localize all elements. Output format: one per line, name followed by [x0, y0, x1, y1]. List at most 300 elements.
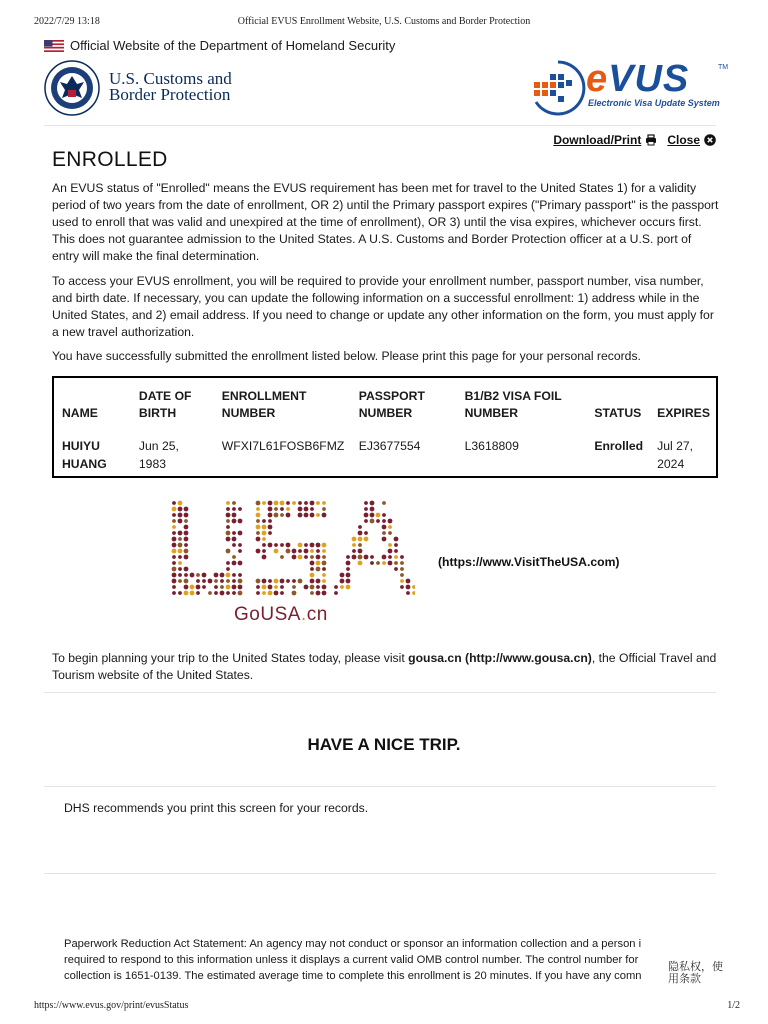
- usa-art-dot: [322, 507, 326, 511]
- usa-art-dot: [304, 501, 308, 505]
- evus-wordmark: [586, 58, 689, 101]
- usa-art-dot: [184, 567, 189, 572]
- gov-banner-text: Official Website of the Department of Homeland Security: [70, 38, 396, 53]
- usa-art-dot: [256, 501, 261, 506]
- close-label: Close: [667, 133, 700, 147]
- header-expires: EXPIRES: [657, 406, 710, 420]
- usa-art-dot: [400, 585, 404, 589]
- usa-art-dot: [286, 549, 291, 554]
- usa-art-dot: [220, 585, 224, 589]
- usa-art-dot: [238, 561, 243, 566]
- usa-art-dot: [226, 573, 231, 578]
- usa-art-dot: [322, 561, 327, 566]
- usa-art-dot: [274, 513, 279, 518]
- usa-art-dot: [382, 513, 386, 517]
- usa-art-dot: [394, 549, 398, 553]
- usa-art-dot: [262, 585, 267, 590]
- usa-art-dot: [346, 573, 351, 578]
- usa-art-dot: [190, 573, 195, 578]
- usa-art-dot: [226, 501, 230, 505]
- usa-art-dot: [268, 543, 273, 548]
- usa-art-dot: [178, 537, 182, 541]
- usa-art-dot: [232, 501, 236, 505]
- usa-art-dot: [256, 525, 261, 530]
- usa-art-dot: [364, 537, 369, 542]
- usa-art-dot: [172, 561, 176, 565]
- usa-art-dot: [406, 591, 410, 595]
- usa-art-dot: [184, 591, 189, 596]
- cell-expires: Jul 27, 2024: [657, 439, 694, 471]
- usa-art-dot: [310, 585, 315, 590]
- evus-logo: [528, 58, 730, 120]
- usa-art-dot: [220, 573, 225, 578]
- usa-art-dot: [274, 549, 279, 554]
- usa-art-dot: [172, 507, 177, 512]
- usa-art-dot: [178, 555, 182, 559]
- plan-trip-paragraph: [52, 650, 720, 684]
- gousa-site-link[interactable]: gousa.cn (http://www.gousa.cn): [408, 651, 592, 665]
- usa-art-dot: [238, 531, 243, 536]
- usa-art-dot: [304, 585, 309, 590]
- usa-art-dot: [256, 513, 261, 518]
- usa-art-dot: [316, 513, 320, 517]
- usa-art-dot: [226, 591, 230, 595]
- usa-art-dot: [286, 507, 290, 511]
- usa-art-dot: [382, 525, 387, 530]
- usa-art-dot: [346, 585, 351, 590]
- usa-art-dot: [268, 507, 273, 512]
- usa-art-dot: [232, 585, 237, 590]
- usa-art-dot: [256, 531, 260, 535]
- usa-art-dot: [322, 567, 326, 571]
- usa-art-dot: [232, 513, 237, 518]
- usa-art-dot: [358, 537, 363, 542]
- plan-suffix: , the Official Travel and Tourism website of the United States.: [52, 651, 717, 682]
- usa-art-dot: [274, 543, 278, 547]
- access-paragraph: To access your EVUS enrollment, you will be required to provide your enrollment number, passport number, visa number, and birth date. If necessary, you can update the following information on a successful enrollment: 1) address while in the United States, and 2) email address. If you need to change or update any other information on the form, you must apply for a new travel authorization.: [52, 274, 714, 339]
- usa-art-dot: [172, 555, 176, 559]
- usa-art-dot: [178, 519, 183, 524]
- page-toolbar: [553, 133, 716, 147]
- globe-icon: [528, 58, 588, 118]
- header-dob: DATE OF BIRTH: [138, 389, 192, 420]
- header-status: STATUS: [594, 406, 642, 420]
- usa-art-dot: [262, 555, 267, 560]
- usa-art-dot: [322, 585, 327, 590]
- usa-art-dot: [346, 561, 351, 566]
- print-header: [34, 16, 734, 30]
- usa-art-dot: [322, 543, 327, 548]
- usa-art-dot: [268, 519, 272, 523]
- header-divider: [44, 125, 716, 126]
- usa-art-dot: [232, 531, 236, 535]
- usa-art-dot: [292, 591, 297, 596]
- usa-art-dot: [262, 549, 266, 553]
- usa-art-dot: [172, 573, 177, 578]
- usa-art-dot: [292, 579, 296, 583]
- cell-dob: Jun 25, 1983: [138, 439, 179, 471]
- usa-art-dot: [394, 537, 399, 542]
- pra-line-2: required to respond to this information unless it displays a current valid OMB control number. The control number for: [64, 954, 639, 966]
- usa-art-dot: [184, 507, 189, 512]
- usa-art-dot: [232, 543, 236, 547]
- usa-art-dot: [316, 591, 321, 596]
- usa-art-dot: [226, 513, 231, 518]
- usa-art-dot: [394, 567, 398, 571]
- usa-art-dot: [406, 579, 411, 584]
- usa-art-dot: [220, 579, 224, 583]
- usa-art-dot: [184, 537, 189, 542]
- usa-art-dot: [178, 501, 183, 506]
- usa-art-dot: [178, 543, 183, 548]
- usa-art-dot: [232, 537, 237, 542]
- usa-art-dot: [184, 525, 189, 530]
- usa-art-dot: [172, 513, 176, 517]
- usa-art-dot: [376, 519, 380, 523]
- print-datetime: 2022/7/29 13:18: [34, 16, 100, 27]
- usa-art-dot: [172, 531, 176, 535]
- usa-art-dot: [400, 579, 404, 583]
- cbp-wordmark: [109, 71, 232, 103]
- close-circle-icon: [704, 134, 716, 146]
- usa-art-dot: [316, 561, 321, 566]
- usa-art-dot: [394, 543, 398, 547]
- usa-art-dot: [274, 507, 278, 511]
- cell-name: HUIYU HUANG: [62, 439, 107, 471]
- pra-line-1: Paperwork Reduction Act Statement: An agency may not conduct or sponsor an information collection and a person i: [64, 938, 642, 950]
- usa-art-dot: [184, 519, 188, 523]
- usa-art-dot: [280, 555, 284, 559]
- usa-art-dot: [256, 579, 261, 584]
- usa-art-dot: [202, 579, 206, 583]
- usa-art-dot: [316, 549, 320, 553]
- usa-art-dot: [226, 549, 231, 554]
- usa-art-dot: [208, 591, 212, 595]
- usa-art-dot: [172, 579, 177, 584]
- privacy-terms-float[interactable]: [668, 961, 738, 985]
- usa-art-dot: [298, 579, 303, 584]
- usa-art-dot: [346, 555, 350, 559]
- usa-art-dot: [310, 543, 315, 548]
- usa-art-dot: [232, 561, 237, 566]
- usa-art-dot: [178, 579, 182, 583]
- usa-art-dot: [358, 525, 362, 529]
- usa-art-dot: [364, 555, 369, 560]
- usa-art-dot: [388, 525, 392, 529]
- usa-art-dot: [322, 579, 326, 583]
- usa-art-dot: [370, 555, 374, 559]
- usa-art-dot: [226, 507, 230, 511]
- enrollment-table: [52, 376, 718, 478]
- usa-art-dot: [382, 531, 386, 535]
- cell-enrollment-number: WFXI7L61FOSB6FMZ: [221, 439, 345, 453]
- usa-art-dot: [178, 573, 182, 577]
- usa-art-dot: [292, 549, 297, 554]
- usa-art-dot: [184, 531, 189, 536]
- dhs-seal-icon: [44, 60, 100, 116]
- usa-art-dot: [280, 543, 284, 547]
- usa-art-dot: [322, 501, 326, 505]
- usa-art-dot: [370, 561, 374, 565]
- usa-art-dot: [184, 579, 189, 584]
- usa-art-dot: [316, 555, 321, 560]
- usa-art-dot: [232, 507, 236, 511]
- usa-art-dot: [268, 501, 273, 506]
- usa-art-dot: [340, 579, 345, 584]
- nice-trip-heading: HAVE A NICE TRIP.: [307, 735, 461, 754]
- usa-art-dot: [268, 513, 273, 518]
- evus-subtitle: Electronic Visa Update System: [588, 98, 720, 108]
- usa-art-dot: [298, 501, 302, 505]
- usa-art-dot: [256, 507, 260, 511]
- usa-art-dot: [214, 585, 218, 589]
- usa-art-dot: [370, 507, 375, 512]
- usa-art-dot: [274, 591, 279, 596]
- usa-art-dot: [196, 573, 200, 577]
- usa-art-dot: [196, 585, 201, 590]
- cbp-line1: U.S. Customs and: [109, 69, 232, 88]
- usa-art-dot: [364, 531, 368, 535]
- usa-art-dot: [238, 573, 242, 577]
- cell-status: Enrolled: [594, 439, 644, 453]
- header-enrollment-number: ENROLLMENT NUMBER: [221, 389, 307, 420]
- usa-art-dot: [370, 501, 375, 506]
- usa-art-dot: [340, 573, 345, 578]
- usa-art-dot: [256, 591, 260, 595]
- usa-art-dot: [322, 513, 327, 518]
- paperwork-reduction-statement: [64, 936, 668, 984]
- usa-art-dot: [238, 549, 242, 553]
- usa-art-dot: [376, 513, 381, 518]
- usa-art-dot: [238, 543, 242, 547]
- usa-art-dot: [226, 537, 231, 542]
- usa-art-dot: [316, 543, 321, 548]
- usa-art-dot: [172, 567, 177, 572]
- usa-art-dot: [184, 543, 188, 547]
- usa-art-dot: [172, 519, 176, 523]
- usa-art-dot: [382, 561, 386, 565]
- usa-art-dot: [268, 591, 273, 596]
- usa-art-dot: [400, 561, 404, 565]
- usa-art-dot: [238, 591, 243, 596]
- usa-art-dot: [286, 513, 291, 518]
- cell-visa-foil-number: L3618809: [464, 439, 519, 453]
- usa-art-dot: [202, 573, 207, 578]
- usa-art-dot: [178, 567, 182, 571]
- usa-art-dot: [280, 507, 284, 511]
- usa-art-dot: [172, 543, 177, 548]
- plan-prefix: To begin planning your trip to the United States today, please visit: [52, 651, 409, 665]
- usa-art-dot: [322, 555, 326, 559]
- close-link[interactable]: [667, 133, 716, 147]
- usa-art-dot: [370, 513, 375, 518]
- usa-art-dot: [196, 591, 200, 595]
- usa-art-dot: [388, 561, 393, 566]
- usa-art-dot: [334, 591, 338, 595]
- usa-art-dot: [382, 537, 387, 542]
- usa-art-dot: [280, 585, 284, 589]
- usa-art-dot: [352, 549, 356, 553]
- gousa-brand-tld: cn: [306, 604, 328, 625]
- usa-art-dot: [232, 573, 236, 577]
- evus-letters: VUS: [608, 58, 690, 100]
- usa-art-dot: [274, 585, 278, 589]
- usa-art-dot: [208, 579, 213, 584]
- usa-art-dot: [358, 543, 362, 547]
- usa-art-dot: [184, 555, 189, 560]
- usa-art-dot: [232, 591, 236, 595]
- usa-art-dot: [226, 519, 230, 523]
- usa-art-dot: [184, 573, 188, 577]
- usa-art-dot: [388, 519, 393, 524]
- usa-art-dot: [172, 585, 176, 589]
- usa-art-dot: [214, 573, 219, 578]
- usa-dot-art-logo[interactable]: [165, 500, 415, 600]
- page-title: ENROLLED: [52, 148, 168, 171]
- usa-art-dot: [274, 579, 279, 584]
- usa-art-dot: [298, 507, 303, 512]
- print-page-title: Official EVUS Enrollment Website, U.S. Customs and Border Protection: [237, 16, 531, 27]
- evus-letter-e: e: [586, 58, 609, 100]
- usa-art-dot: [400, 573, 404, 577]
- usa-art-dot: [262, 579, 267, 584]
- usa-art-dot: [268, 531, 272, 535]
- print-footer: [34, 1000, 740, 1014]
- usa-art-dot: [310, 561, 315, 566]
- gov-banner: [44, 38, 395, 53]
- usa-art-dot: [286, 579, 290, 583]
- usa-art-dot: [178, 531, 183, 536]
- usa-art-dot: [274, 501, 279, 506]
- printer-icon: [645, 134, 657, 146]
- visittheusa-link[interactable]: (https://www.VisitTheUSA.com): [438, 555, 620, 569]
- usa-art-dot: [388, 555, 392, 559]
- usa-art-dot: [364, 507, 368, 511]
- usa-art-dot: [178, 513, 183, 518]
- print-recommendation: DHS recommends you print this screen for your records.: [64, 801, 369, 815]
- usa-art-dot: [388, 543, 392, 547]
- usa-art-dot: [256, 519, 260, 523]
- usa-art-dot: [310, 591, 314, 595]
- usa-art-dot: [382, 501, 386, 505]
- usa-art-dot: [292, 555, 297, 560]
- usa-art-dot: [304, 549, 309, 554]
- gousa-brand[interactable]: [234, 604, 328, 626]
- usa-art-dot: [190, 585, 195, 590]
- usa-art-dot: [400, 555, 404, 559]
- usa-art-dot: [262, 519, 266, 523]
- usa-art-dot: [178, 507, 183, 512]
- usa-art-dot: [256, 585, 260, 589]
- usa-art-dot: [358, 531, 363, 536]
- usa-art-dot: [298, 543, 303, 548]
- usa-art-dot: [292, 585, 296, 589]
- usa-art-dot: [262, 525, 267, 530]
- usa-art-dot: [412, 591, 415, 595]
- usa-art-dot: [304, 555, 308, 559]
- usa-art-dot: [256, 549, 261, 554]
- usa-art-dot: [352, 537, 357, 542]
- usa-art-dot: [316, 585, 320, 589]
- usa-art-dot: [394, 561, 398, 565]
- submitted-paragraph: You have successfully submitted the enrollment listed below. Please print this page for your personal records.: [52, 349, 641, 363]
- usa-art-dot: [226, 531, 231, 536]
- usa-art-dot: [238, 579, 243, 584]
- usa-art-dot: [172, 549, 177, 554]
- usa-art-dot: [412, 585, 415, 589]
- usa-art-dot: [376, 561, 380, 565]
- print-page-number: 1/2: [727, 1000, 740, 1011]
- usa-art-dot: [310, 507, 314, 511]
- usa-art-dot: [400, 567, 404, 571]
- usa-art-dot: [304, 543, 308, 547]
- usa-art-dot: [316, 501, 320, 505]
- usa-art-dot: [172, 591, 176, 595]
- table-header-row: [53, 377, 717, 428]
- usa-art-dot: [298, 549, 302, 553]
- usa-art-dot: [286, 543, 291, 548]
- usa-art-dot: [238, 519, 243, 524]
- footer-divider: [44, 873, 716, 874]
- usa-art-dot: [226, 579, 230, 583]
- download-print-link[interactable]: [553, 133, 657, 147]
- usa-art-dot: [226, 585, 231, 590]
- usa-art-dot: [262, 543, 266, 547]
- usa-art-dot: [262, 591, 266, 595]
- usa-art-dot: [358, 561, 363, 566]
- usa-art-dot: [178, 591, 182, 595]
- usa-art-dot: [382, 519, 386, 523]
- usa-art-dot: [232, 519, 237, 524]
- usa-art-dot: [184, 585, 189, 590]
- usa-art-dot: [286, 501, 290, 505]
- usa-art-dot: [352, 555, 357, 560]
- usa-art-dot: [268, 585, 273, 590]
- usa-art-dot: [322, 549, 326, 553]
- usa-art-dot: [364, 501, 368, 505]
- usa-art-dot: [388, 549, 393, 554]
- usa-art-dot: [334, 585, 338, 589]
- usa-art-dot: [316, 579, 321, 584]
- status-paragraph: An EVUS status of "Enrolled" means the EVUS requirement has been met for travel to the United States 1) for a validity period of two years from the date of enrollment, OR 2) until the Primary passport expires ("Primary passport" is the passport used to enroll that was valid and unexpired at the time of enrollment), OR 3) until the visa expires, whichever occurs first. This does not guarantee admission to the United States. A U.S. Customs and Border Protection officer at a U.S. port of entry will make the final determination.: [52, 181, 719, 263]
- usa-art-dot: [364, 513, 369, 518]
- usa-art-dot: [298, 555, 303, 560]
- usa-art-dot: [346, 579, 351, 584]
- usa-art-dot: [196, 579, 200, 583]
- gousa-brand-name: GoUSA: [234, 604, 301, 625]
- usa-art-dot: [238, 507, 242, 511]
- usa-art-dot: [178, 561, 182, 565]
- usa-art-dot: [358, 549, 363, 554]
- usa-art-dot: [202, 585, 206, 589]
- usa-art-dot: [238, 585, 243, 590]
- section-divider: [44, 692, 716, 693]
- usa-art-dot: [310, 579, 315, 584]
- usa-art-dot: [280, 579, 285, 584]
- table-row: [53, 428, 717, 477]
- usa-art-dot: [214, 591, 218, 595]
- header-passport-number: PASSPORT NUMBER: [358, 389, 425, 420]
- usa-art-dot: [316, 567, 321, 572]
- usa-art-dot: [322, 591, 327, 596]
- recommend-divider: [44, 786, 716, 787]
- print-url: https://www.evus.gov/print/evusStatus: [34, 1000, 189, 1011]
- usa-art-dot: [226, 561, 230, 565]
- usa-art-dot: [364, 519, 368, 523]
- usa-art-dot: [388, 531, 392, 535]
- usa-art-dot: [268, 579, 272, 583]
- usa-art-dot: [184, 549, 189, 554]
